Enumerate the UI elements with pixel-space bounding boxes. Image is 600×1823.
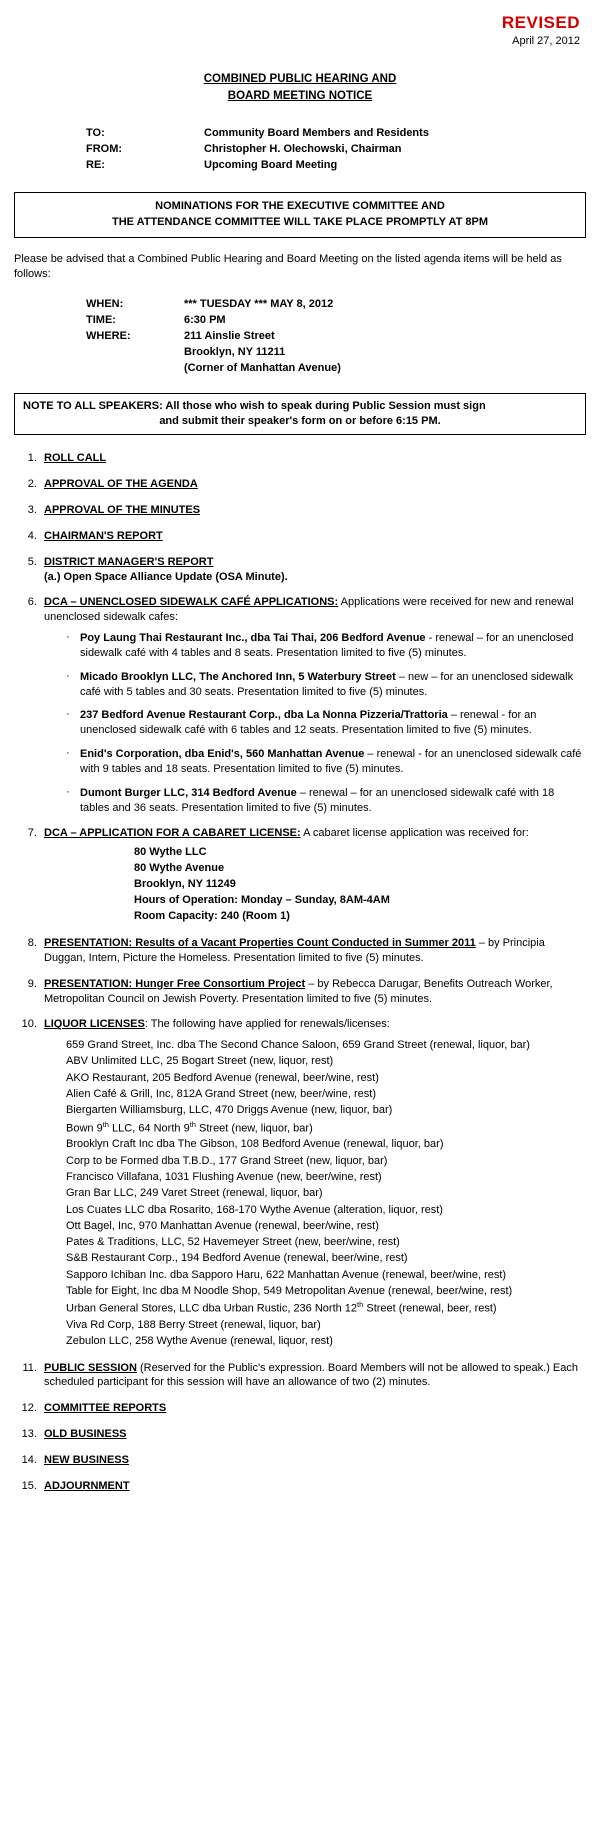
memo-to-value: Community Board Members and Residents [204, 127, 429, 140]
document-title [14, 71, 586, 104]
liquor-license-entry: 659 Grand Street, Inc. dba The Second Chance Saloon, 659 Grand Street (renewal, liquor, bar) [66, 1039, 530, 1052]
meeting-time-row [86, 313, 586, 329]
liquor-license-entry: Table for Eight, Inc dba M Noodle Shop, 549 Metropolitan Avenue (renewal, beer/wine, rest) [66, 1284, 513, 1297]
agenda-item-6 [40, 595, 586, 815]
agenda-item-8-label: PRESENTATION: Results of a Vacant Properties Count Conducted in Summer 2011 [44, 937, 476, 949]
memo-from-label: FROM: [86, 143, 123, 156]
memo-from-value: Christopher H. Olechowski, Chairman [204, 143, 402, 156]
agenda-item-2-label: APPROVAL OF THE AGENDA [44, 478, 198, 491]
agenda-item-3-label: APPROVAL OF THE MINUTES [44, 503, 201, 516]
cabaret-applicant-block [44, 845, 586, 925]
liquor-license-entry: S&B Restaurant Corp., 194 Bedford Avenue (renewal, beer/wine, rest) [66, 1252, 408, 1265]
document-date: April 27, 2012 [512, 35, 580, 48]
cabaret-line: 80 Wythe Avenue [134, 862, 225, 875]
cafe-applicant-name: Micado Brooklyn LLC, The Anchored Inn, 5 Waterbury Street [80, 670, 396, 683]
liquor-license-entry: Viva Rd Corp, 188 Berry Street (renewal, liquor, bar) [66, 1319, 321, 1332]
cabaret-line: 80 Wythe LLC [134, 846, 207, 859]
agenda-item-3 [40, 503, 586, 518]
list-item [66, 747, 586, 777]
memo-to-label: TO: [86, 127, 105, 140]
sidewalk-cafe-applications [44, 631, 586, 815]
list-item [66, 708, 586, 738]
liquor-license-entry: Gran Bar LLC, 249 Varet Street (renewal, liquor, bar) [66, 1187, 323, 1200]
agenda-item-7-label: DCA – APPLICATION FOR A CABARET LICENSE: [44, 827, 301, 840]
revised-stamp: REVISED [501, 13, 580, 32]
agenda-item-4 [40, 529, 586, 544]
agenda-item-11 [40, 1361, 586, 1391]
nominations-notice-box [14, 192, 586, 238]
memo-re-label: RE: [86, 159, 105, 172]
agenda-item-8 [40, 936, 586, 966]
liquor-license-entry: Los Cuates LLC dba Rosarito, 168-170 Wythe Avenue (alteration, liquor, rest) [66, 1203, 443, 1216]
agenda-item-12 [40, 1401, 586, 1416]
agenda-item-9-text: – by Rebecca Darugar, Benefits Outreach Worker, Metropolitan Council on Jewish Poverty. Presentation limited to five (5) minutes. [44, 977, 553, 1005]
agenda-item-2 [40, 477, 586, 492]
memo-row-from [86, 142, 586, 158]
agenda-item-4-label: CHAIRMAN'S REPORT [44, 529, 163, 542]
list-item [66, 631, 586, 661]
time-label: TIME: [86, 313, 116, 326]
nominations-line-2: THE ATTENDANCE COMMITTEE WILL TAKE PLACE PROMPTLY AT 8PM [111, 216, 489, 229]
cabaret-line: Room Capacity: 240 (Room 1) [134, 910, 290, 923]
agenda-item-14-label: NEW BUSINESS [44, 1453, 129, 1466]
meeting-details [14, 297, 586, 377]
where-line-2: Brooklyn, NY 11211 [184, 345, 286, 358]
liquor-license-entry: AKO Restaurant, 205 Bedford Avenue (renewal, beer/wine, rest) [66, 1071, 379, 1084]
agenda-item-1 [40, 451, 586, 466]
cafe-applicant-name: Poy Laung Thai Restaurant Inc., dba Tai Thai, 206 Bedford Avenue [80, 632, 426, 645]
memo-header [14, 126, 586, 174]
liquor-license-entry: Francisco Villafana, 1031 Flushing Avenue (new, beer/wine, rest) [66, 1171, 382, 1183]
agenda-item-14 [40, 1453, 586, 1468]
agenda-item-5 [40, 555, 586, 585]
agenda-item-6-text: Applications were received for new and renewal unenclosed sidewalk cafes: [44, 596, 574, 624]
cafe-applicant-name: Enid's Corporation, dba Enid's, 560 Manhattan Avenue [80, 748, 365, 761]
agenda-item-11-text: (Reserved for the Public's expression. Board Members will not be allowed to speak.) Each scheduled participant for this session will have an allowance of two (2) minutes. [44, 1361, 578, 1389]
agenda-list [14, 451, 586, 1493]
agenda-item-9-label: PRESENTATION: Hunger Free Consortium Project [44, 977, 306, 990]
cafe-applicant-name: Dumont Burger LLC, 314 Bedford Avenue [80, 786, 297, 799]
liquor-license-entry: Alien Café & Grill, Inc, 812A Grand Street (new, beer/wine, rest) [66, 1088, 376, 1101]
speaker-note-box [14, 393, 586, 436]
memo-re-value: Upcoming Board Meeting [204, 159, 338, 172]
agenda-item-11-label: PUBLIC SESSION [44, 1361, 137, 1374]
title-line-2: BOARD MEETING NOTICE [227, 89, 373, 102]
cafe-applicant-name: 237 Bedford Avenue Restaurant Corp., dba La Nonna Pizzeria/Trattoria [80, 709, 448, 722]
agenda-item-15 [40, 1479, 586, 1494]
agenda-item-9 [40, 977, 586, 1007]
agenda-item-10-label: LIQUOR LICENSES [44, 1018, 145, 1031]
liquor-license-entry: Urban General Stores, LLC dba Urban Rustic, 236 North 12th Street (renewal, beer, rest) [66, 1300, 497, 1315]
where-line-3: (Corner of Manhattan Avenue) [184, 361, 341, 374]
agenda-item-7 [40, 826, 586, 925]
cafe-applicant-detail: – renewal – for an unenclosed sidewalk café with 18 tables and 36 seats. Presentation limited to five (5) minutes. [80, 786, 555, 814]
agenda-item-5-sub: (a.) Open Space Alliance Update (OSA Minute). [44, 570, 288, 583]
liquor-license-entry: Pates & Traditions, LLC, 52 Havemeyer Street (new, beer/wine, rest) [66, 1236, 400, 1249]
where-label: WHERE: [86, 329, 131, 342]
title-line-1: COMBINED PUBLIC HEARING AND [203, 73, 397, 85]
cabaret-line: Brooklyn, NY 11249 [134, 878, 236, 891]
list-item [66, 786, 586, 816]
memo-row-re [86, 158, 586, 174]
liquor-license-entry: Biergarten Williamsburg, LLC, 470 Driggs Avenue (new, liquor, bar) [66, 1104, 393, 1117]
when-value: *** TUESDAY *** MAY 8, 2012 [184, 297, 334, 310]
time-value: 6:30 PM [184, 313, 226, 326]
agenda-item-7-text: A cabaret license application was received for: [300, 827, 529, 840]
cafe-applicant-detail: – renewal - for an unenclosed sidewalk café with 6 tables and 12 seats. Presentation limited to five (5) minutes. [80, 709, 537, 737]
agenda-item-10-text: : The following have applied for renewals/licenses: [144, 1018, 390, 1031]
meeting-when-row [86, 297, 586, 313]
speaker-note-line-1: NOTE TO ALL SPEAKERS: All those who wish to speak during Public Session must sign [23, 399, 486, 412]
cafe-applicant-detail: - renewal – for an unenclosed sidewalk café with 4 tables and 8 seats. Presentation limited to five (5) minutes. [80, 632, 574, 659]
liquor-license-entry: Brooklyn Craft Inc dba The Gibson, 108 Bedford Avenue (renewal, liquor, bar) [66, 1138, 444, 1151]
liquor-license-list [44, 1037, 586, 1349]
cabaret-line: Hours of Operation: Monday – Sunday, 8AM-4AM [134, 894, 390, 907]
speaker-note-line-2: and submit their speaker's form on or before 6:15 PM. [159, 414, 441, 427]
agenda-item-13 [40, 1427, 586, 1442]
agenda-item-15-label: ADJOURNMENT [44, 1479, 130, 1492]
liquor-license-entry: Bown 9th LLC, 64 North 9th Street (new, liquor, bar) [66, 1119, 313, 1135]
agenda-item-12-label: COMMITTEE REPORTS [44, 1402, 167, 1415]
list-item [66, 670, 586, 700]
liquor-license-entry: Corp to be Formed dba T.B.D., 177 Grand Street (new, liquor, bar) [66, 1154, 388, 1167]
agenda-item-1-label: ROLL CALL [44, 452, 107, 465]
cafe-applicant-detail: – new – for an unenclosed sidewalk café with 5 tables and 30 seats. Presentation limited to five (5) minutes. [80, 670, 574, 698]
agenda-item-10 [40, 1017, 586, 1349]
nominations-line-1: NOMINATIONS FOR THE EXECUTIVE COMMITTEE AND [155, 200, 445, 213]
agenda-item-8-text: – by Principia Duggan, Intern, Picture the Homeless. Presentation limited to five (5) minutes. [44, 937, 545, 964]
liquor-license-entry: Sapporo Ichiban Inc. dba Sapporo Haru, 622 Manhattan Avenue (renewal, beer/wine, rest) [66, 1268, 507, 1281]
liquor-license-entry: Zebulon LLC, 258 Wythe Avenue (renewal, liquor, rest) [66, 1335, 333, 1348]
liquor-license-entry: ABV Unlimited LLC, 25 Bogart Street (new, liquor, rest) [66, 1055, 334, 1068]
memo-row-to [86, 126, 586, 142]
cafe-applicant-detail: – renewal - for an unenclosed sidewalk café with 9 tables and 18 seats. Presentation limited to five (5) minutes. [80, 748, 582, 775]
agenda-item-5-label: DISTRICT MANAGER'S REPORT [44, 555, 214, 568]
advisory-paragraph: Please be advised that a Combined Public Hearing and Board Meeting on the listed agenda items will be held as follows: [14, 253, 562, 281]
when-label: WHEN: [86, 297, 124, 310]
where-value: 211 Ainslie Street [184, 329, 275, 342]
agenda-item-13-label: OLD BUSINESS [44, 1428, 127, 1441]
liquor-license-entry: Ott Bagel, Inc, 970 Manhattan Avenue (renewal, beer/wine, rest) [66, 1219, 379, 1232]
meeting-where-row [86, 329, 586, 345]
agenda-item-6-label: DCA – UNENCLOSED SIDEWALK CAFÉ APPLICATIONS: [44, 596, 339, 609]
